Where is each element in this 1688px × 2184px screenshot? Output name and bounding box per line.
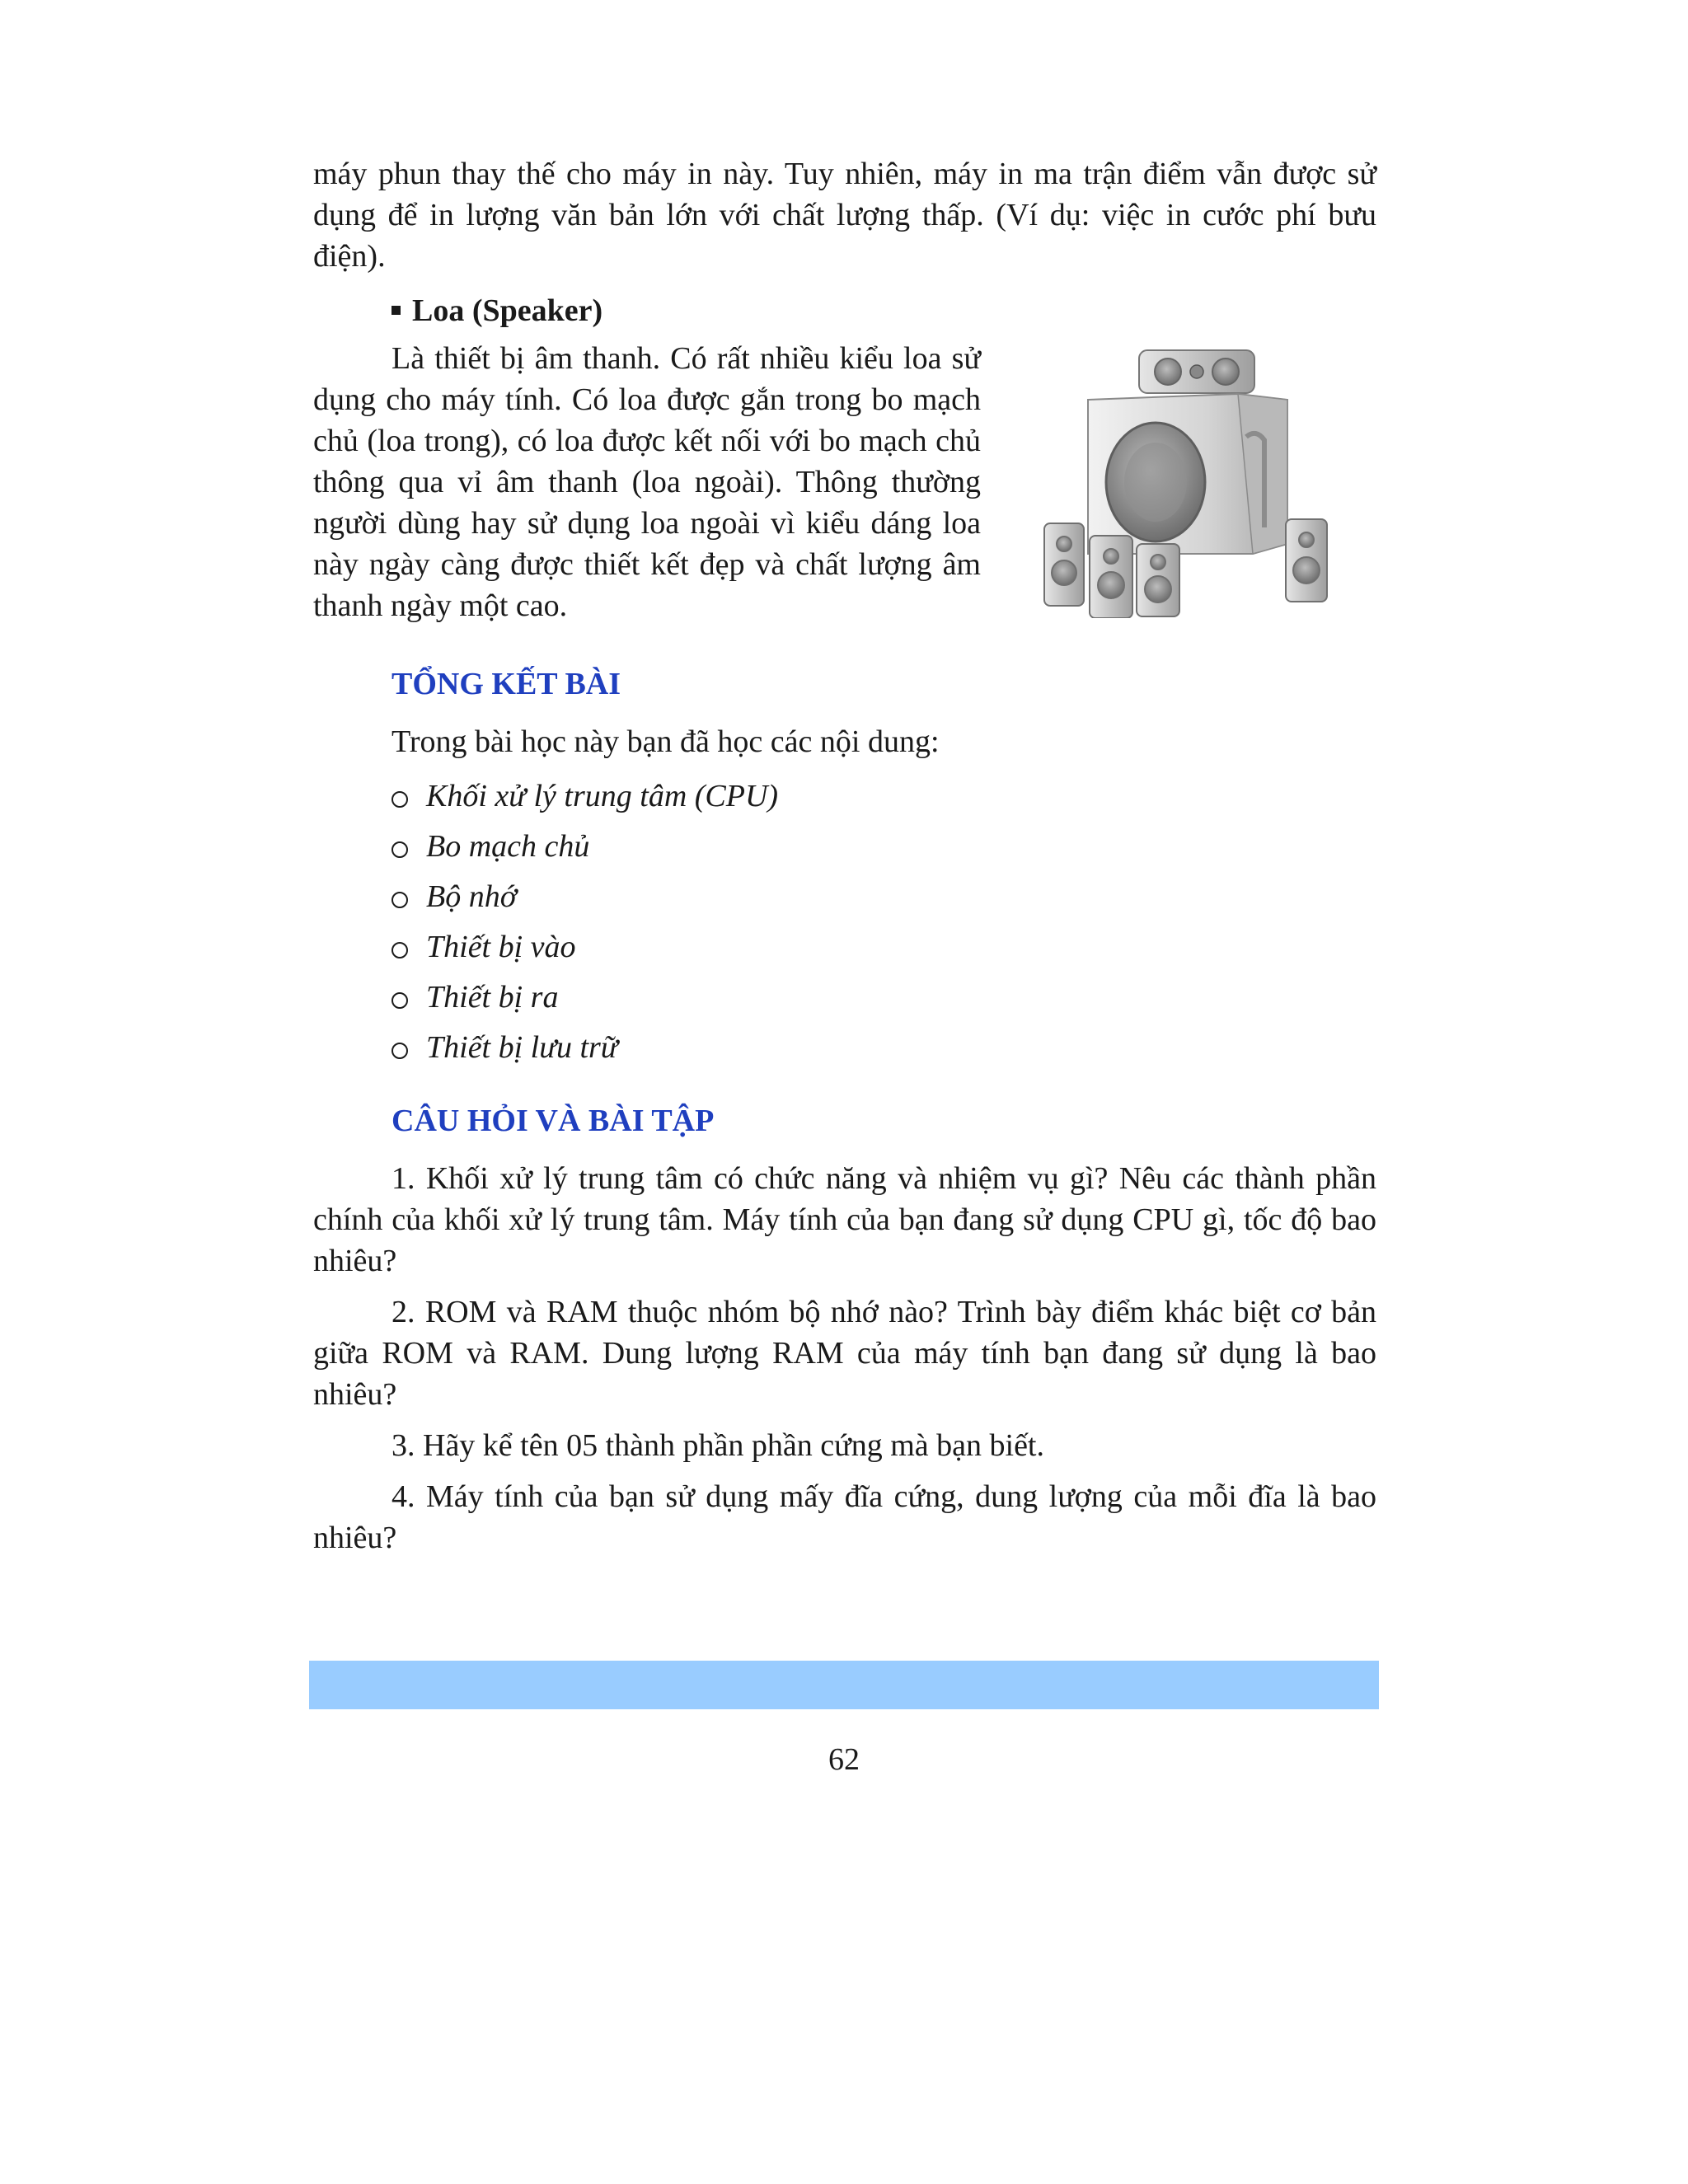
list-item-label: Thiết bị lưu trữ <box>426 1030 618 1065</box>
speaker-heading <box>392 290 603 331</box>
list-item <box>392 872 778 922</box>
summary-intro: Trong bài học này bạn đã học các nội dung: <box>392 724 940 759</box>
question-item: 2. ROM và RAM thuộc nhóm bộ nhớ nào? Trình bày điểm khác biệt cơ bản giữa ROM và RAM. Dung lượng RAM của máy tính bạn đang sử dụng là bao nhiêu? <box>313 1295 1376 1412</box>
list-item-label: Bộ nhớ <box>426 879 517 914</box>
list-item-label: Thiết bị vào <box>426 930 576 964</box>
speaker-section <box>313 338 981 626</box>
question-item: 3. Hãy kể tên 05 thành phần phần cứng mà bạn biết. <box>392 1428 1044 1463</box>
question-item: 1. Khối xử lý trung tâm có chức năng và nhiệm vụ gì? Nêu các thành phần chính của khối xử lý trung tâm. Máy tính của bạn đang sử dụng CPU gì, tốc độ bao nhiêu? <box>313 1161 1376 1278</box>
speaker-system-icon <box>1040 338 1337 618</box>
list-item <box>392 1023 778 1073</box>
page-number: 62 <box>828 1742 860 1777</box>
summary-title: TỔNG KẾT BÀI <box>392 667 621 701</box>
exercises-title: CÂU HỎI VÀ BÀI TẬP <box>392 1104 715 1138</box>
circle-bullet-icon <box>392 1043 408 1059</box>
circle-bullet-icon <box>392 992 408 1009</box>
list-item-label: Bo mạch chủ <box>426 829 590 864</box>
intro-paragraph: máy phun thay thế cho máy in này. Tuy nhiên, máy in ma trận điểm vẫn được sử dụng để in lượng văn bản lớn với chất lượng thấp. (Ví dụ: việc in cước phí bưu điện). <box>313 157 1376 274</box>
exercises-list <box>313 1158 1376 1568</box>
circle-bullet-icon <box>392 841 408 858</box>
speaker-paragraph: Là thiết bị âm thanh. Có rất nhiều kiểu loa sử dụng cho máy tính. Có loa được gắn trong bo mạch chủ (loa trong), có loa được kết nối với bo mạch chủ thông qua vỉ âm thanh (loa ngoài). Thông thường người dùng hay sử dụng loa ngoài vì kiểu dáng loa này ngày càng được thiết kết đẹp và chất lượng âm thanh ngày một cao. <box>313 341 981 623</box>
speaker-heading-label: Loa (Speaker) <box>412 293 603 328</box>
circle-bullet-icon <box>392 892 408 908</box>
list-item-label: Khối xử lý trung tâm (CPU) <box>426 779 779 813</box>
list-item <box>392 972 778 1023</box>
list-item <box>392 822 778 872</box>
list-item-label: Thiết bị ra <box>426 980 559 1015</box>
square-bullet-icon <box>392 306 401 315</box>
question-item: 4. Máy tính của bạn sử dụng mấy đĩa cứng, dung lượng của mỗi đĩa là bao nhiêu? <box>313 1479 1376 1555</box>
circle-bullet-icon <box>392 942 408 958</box>
summary-list <box>392 771 778 1073</box>
list-item <box>392 922 778 972</box>
list-item <box>392 771 778 822</box>
circle-bullet-icon <box>392 791 408 808</box>
footer-bar <box>309 1661 1379 1709</box>
